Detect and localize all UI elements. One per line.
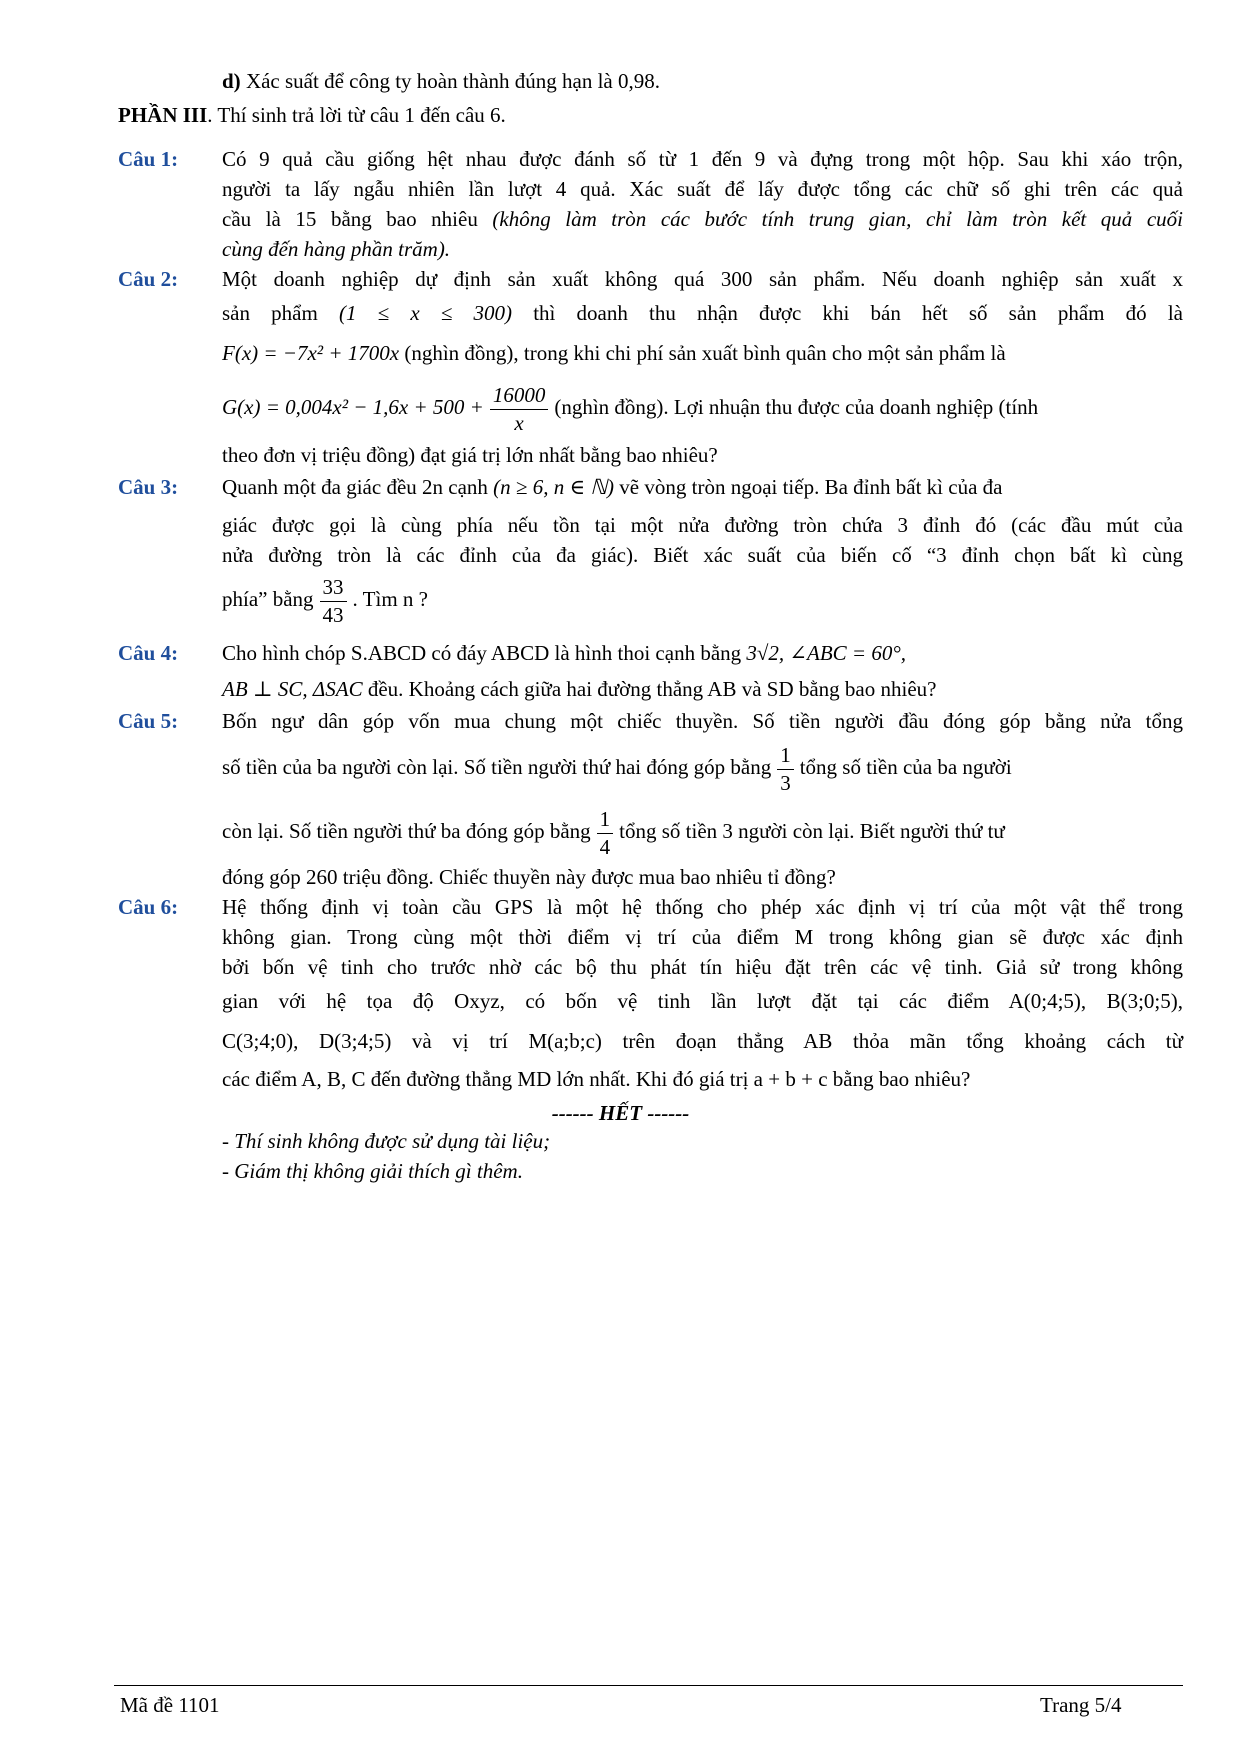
question-3-line-1a: Quanh một đa giác đều 2n cạnh [222, 475, 488, 499]
question-6-line-2: không gian. Trong cùng một thời điểm vị trí của điểm M trong không gian sẽ được xác định [222, 925, 1183, 949]
question-6-line-4: gian với hệ tọa độ Oxyz, có bốn vệ tinh lần lượt đặt tại các điểm A(0;4;5), B(3;0;5), [222, 989, 1183, 1013]
question-3-fraction-den: 43 [322, 602, 344, 627]
question-2-math-domain: (1 ≤ x ≤ 300) [339, 301, 513, 325]
section-title: PHẦN III [118, 103, 208, 127]
question-5-line-3 [222, 804, 1183, 858]
question-5-fraction-2 [597, 806, 614, 859]
question-5-fraction-1-den: 3 [780, 770, 791, 795]
question-2-line-3b: (nghìn đồng), trong khi chi phí sản xuất bình quân cho một sản phẩm là [399, 341, 1006, 365]
answer-d-line [222, 68, 660, 94]
question-1-line-4: cùng đến hàng phần trăm). [222, 237, 451, 261]
question-2-line-5: theo đơn vị triệu đồng) đạt giá trị lớn nhất bằng bao nhiêu? [222, 443, 718, 467]
question-4-line-2 [222, 676, 1183, 702]
question-5-fraction-1 [777, 742, 794, 795]
question-2-fraction-num: 16000 [490, 385, 549, 410]
question-5-line-3a: còn lại. Số tiền người thứ ba đóng góp bằng [222, 819, 591, 843]
question-3-line-4b: . Tìm n ? [352, 587, 428, 611]
question-5-line-1: Bốn ngư dân góp vốn mua chung một chiếc thuyền. Số tiền người đầu đóng góp bằng nửa tổng [222, 709, 1183, 733]
question-5-fraction-1-num: 1 [777, 745, 794, 770]
question-2-line-3 [222, 340, 1183, 366]
question-2-fraction [490, 382, 549, 435]
footer-divider [114, 1685, 1183, 1686]
question-3-line-1 [222, 474, 1183, 500]
question-1-line-3a: cầu là 15 bằng bao nhiêu [222, 207, 493, 231]
question-3-label: Câu 3: [118, 475, 179, 499]
end-title: ------ HẾT ------ [551, 1101, 690, 1125]
answer-d-text: Xác suất để công ty hoàn thành đúng hạn là 0,98. [245, 69, 661, 93]
section-heading [118, 102, 506, 128]
question-3-line-2: giác được gọi là cùng phía nếu tồn tại một nửa đường tròn chứa 3 đỉnh đó (các đầu mút của [222, 513, 1183, 537]
question-2-math-cost: G(x) = 0,004x² − 1,6x + 500 + [222, 395, 484, 419]
question-4-line-1a: Cho hình chóp S.ABCD có đáy ABCD là hình thoi cạnh bằng [222, 641, 742, 665]
question-1-line-2: người ta lấy ngẫu nhiên lần lượt 4 quả. Xác suất để lấy được tổng các chữ số ghi trên các quả [222, 177, 1183, 201]
question-1-line-3 [222, 206, 1183, 232]
question-4-line-2b: đều. Khoảng cách giữa hai đường thẳng AB và SD bằng bao nhiêu? [362, 677, 937, 701]
question-5-line-2a: số tiền của ba người còn lại. Số tiền người thứ hai đóng góp bằng [222, 755, 772, 779]
page-number: Trang 5/4 [1040, 1693, 1122, 1717]
question-6-line-6: các điểm A, B, C đến đường thẳng MD lớn nhất. Khi đó giá trị a + b + c bằng bao nhiêu? [222, 1067, 971, 1091]
question-2-math-revenue: F(x) = −7x² + 1700x [222, 341, 400, 365]
answer-d-label: d) [222, 69, 241, 93]
question-1-label: Câu 1: [118, 147, 179, 171]
section-text: . Thí sinh trả lời từ câu 1 đến câu 6. [207, 103, 506, 127]
question-2-line-2 [222, 300, 1183, 326]
question-3-fraction-num: 33 [320, 577, 347, 602]
question-2-line-2a: sản phẩm [222, 301, 318, 325]
question-2-label: Câu 2: [118, 267, 179, 291]
question-2-line-1: Một doanh nghiệp dự định sản xuất không quá 300 sản phẩm. Nếu doanh nghiệp sản xuất x [222, 267, 1183, 291]
question-1-line-1: Có 9 quả cầu giống hệt nhau được đánh số từ 1 đến 9 và đựng trong một hộp. Sau khi xáo trộn, [222, 147, 1183, 171]
question-2-line-4b: (nghìn đồng). Lợi nhuận thu được của doanh nghiệp (tính [554, 395, 1039, 419]
question-6-line-1: Hệ thống định vị toàn cầu GPS là một hệ thống cho phép xác định vị trí của một vật thể trong [222, 895, 1183, 919]
question-3-line-4 [222, 572, 1183, 626]
question-1-line-3b: (không làm tròn các bước tính trung gian, chỉ làm tròn kết quả cuối [492, 207, 1184, 231]
question-3-line-1b: vẽ vòng tròn ngoại tiếp. Ba đỉnh bất kì của đa [619, 475, 1003, 499]
exam-code: Mã đề 1101 [120, 1693, 220, 1717]
question-3-line-3: nửa đường tròn là các đỉnh của đa giác). Biết xác suất của biến cố “3 đỉnh chọn bất kì cùng [222, 543, 1183, 567]
question-3-line-4a: phía” bằng [222, 587, 314, 611]
question-4-label: Câu 4: [118, 641, 179, 665]
question-3-fraction [320, 574, 347, 627]
question-2-line-4 [222, 380, 1183, 434]
question-3-math-condition: (n ≥ 6, n ∈ ℕ) [493, 475, 615, 499]
question-2-fraction-den: x [514, 410, 524, 435]
question-4-line-1 [222, 640, 1183, 666]
question-5-line-4: đóng góp 260 triệu đồng. Chiếc thuyền này được mua bao nhiêu tỉ đồng? [222, 865, 836, 889]
question-5-line-2 [222, 740, 1183, 794]
question-5-label: Câu 5: [118, 709, 179, 733]
question-6-line-3: bởi bốn vệ tinh cho trước nhờ các bộ thu phát tín hiệu đặt trên các vệ tinh. Giả sử trong không [222, 955, 1183, 979]
end-note-1: - Thí sinh không được sử dụng tài liệu; [222, 1129, 551, 1153]
question-5-fraction-2-den: 4 [599, 834, 611, 859]
end-note-2: - Giám thị không giải thích gì thêm. [222, 1159, 523, 1183]
question-5-fraction-2-num: 1 [597, 809, 614, 834]
question-2-line-2b: thì doanh thu nhận được khi bán hết số sản phẩm đó là [533, 301, 1184, 325]
question-6-line-5: C(3;4;0), D(3;4;5) và vị trí M(a;b;c) trên đoạn thẳng AB thỏa mãn tổng khoảng cách từ [222, 1029, 1183, 1053]
question-5-line-2b: tổng số tiền của ba người [799, 755, 1012, 779]
question-4-math-perp: AB ⊥ SC, ΔSAC [222, 677, 363, 701]
question-5-line-3b: tổng số tiền 3 người còn lại. Biết người thứ tư [619, 819, 1005, 843]
question-6-label: Câu 6: [118, 895, 179, 919]
question-4-math-side: 3√2, ∠ABC = 60°, [746, 641, 906, 665]
